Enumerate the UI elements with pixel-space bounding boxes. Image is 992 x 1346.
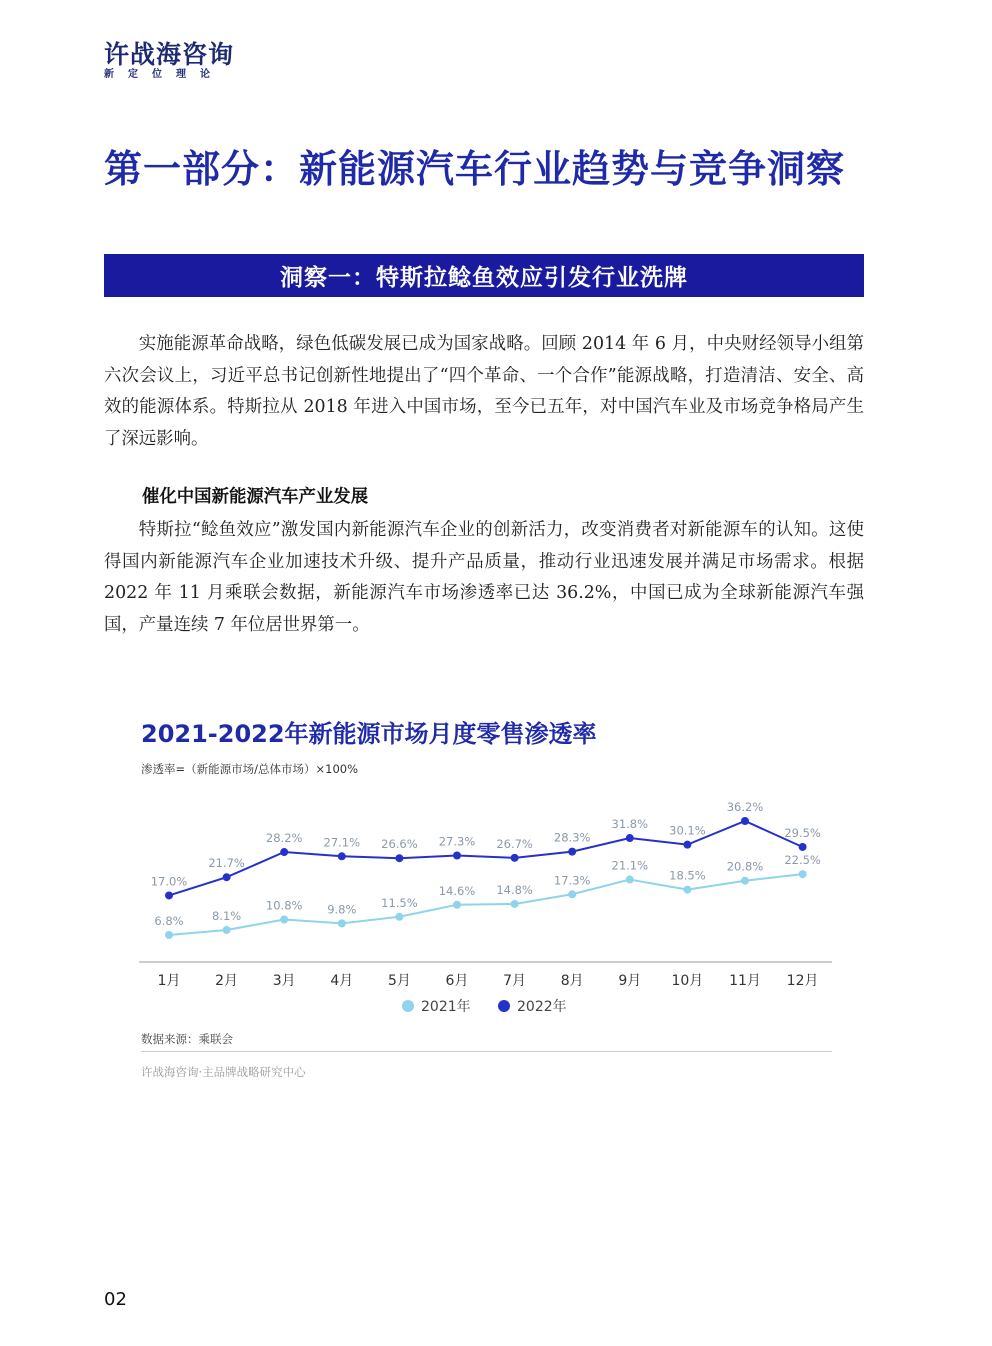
x-tick-label: 6月 [445, 973, 469, 989]
data-point [165, 891, 173, 899]
data-label: 20.8% [726, 859, 764, 874]
penetration-chart [0, 700, 992, 1100]
data-label: 14.6% [438, 883, 476, 898]
logo-sub-text: 新定位理论 [104, 69, 224, 80]
data-label: 29.5% [784, 825, 821, 840]
subheading: 催化中国新能源汽车产业发展 [142, 487, 369, 507]
data-label: 21.7% [208, 856, 245, 871]
insight-banner [104, 254, 864, 297]
divider [141, 1051, 832, 1052]
data-label: 9.8% [327, 902, 357, 917]
data-label: 26.7% [496, 836, 533, 851]
data-label: 36.2% [726, 800, 764, 814]
legend-label: 2022年 [517, 999, 567, 1015]
x-tick-label: 11月 [729, 973, 761, 989]
x-tick-label: 7月 [503, 973, 527, 989]
x-tick-label: 2月 [215, 973, 239, 989]
x-tick-label: 5月 [387, 973, 411, 989]
x-tick-label: 1月 [157, 973, 181, 989]
data-label: 26.6% [381, 837, 418, 852]
chart-footer: 许战海咨询·主品牌战略研究中心 [141, 1065, 306, 1079]
page-number: 02 [104, 1289, 127, 1310]
paragraph-catfish-effect: 特斯拉“鲶鱼效应”激发国内新能源汽车企业的创新活力，改变消费者对新能源车的认知。这使得国内新能源汽车企业加速技术升级、提升产品质量，推动行业迅速发展并满足市场需求。根据 2022 年 11 月乘联会数据，新能源汽车市场渗透率已达 36.2%，中国已成为全球新能源汽车强国，产量连续 7 年位居世界第一。 [104, 520, 864, 635]
x-tick-label: 4月 [330, 973, 354, 989]
data-point [165, 931, 173, 939]
data-label: 30.1% [669, 823, 706, 838]
chart-source: 数据来源：乘联会 [141, 1032, 233, 1046]
chart-subtitle: 渗透率=（新能源市场/总体市场）×100% [141, 762, 359, 776]
data-point [453, 901, 461, 909]
data-point [799, 843, 807, 851]
data-label: 31.8% [611, 817, 649, 832]
x-tick-label: 3月 [272, 973, 296, 989]
data-point [511, 900, 519, 908]
data-point [741, 877, 749, 885]
data-point [453, 852, 461, 860]
data-point [741, 817, 749, 825]
data-label: 27.1% [323, 835, 361, 850]
data-point [511, 854, 519, 862]
data-label: 10.8% [265, 898, 303, 913]
data-label: 22.5% [784, 853, 821, 868]
data-label: 28.2% [265, 831, 303, 846]
data-label: 14.8% [496, 882, 533, 897]
data-point [395, 913, 403, 921]
legend-marker [498, 1000, 510, 1012]
data-point [568, 890, 576, 898]
data-label: 27.3% [438, 834, 476, 849]
data-label: 17.3% [553, 873, 591, 888]
data-point [223, 873, 231, 881]
logo [104, 42, 234, 80]
data-point [338, 852, 346, 860]
section-title: 第一部分：新能源汽车行业趋势与竞争洞察 [104, 147, 846, 191]
data-label: 11.5% [381, 895, 418, 910]
paragraph-energy-strategy: 实施能源革命战略，绿色低碳发展已成为国家战略。回顾 2014 年 6 月，中央财经领导小组第六次会议上，习近平总书记创新性地提出了“四个革命、一个合作”能源战略，打造清洁、安全、高效的能源体系。特斯拉从 2018 年进入中国市场，至今已五年，对中国汽车业及市场竞争格局产生了深远影响。 [104, 334, 864, 449]
data-point [338, 919, 346, 927]
series-line-2022年 [169, 821, 803, 895]
data-point [683, 886, 691, 894]
data-point [626, 876, 634, 884]
x-tick-label: 8月 [560, 973, 584, 989]
data-label: 18.5% [669, 868, 706, 883]
legend-label: 2021年 [421, 999, 471, 1015]
data-label: 17.0% [150, 874, 188, 889]
data-label: 21.1% [611, 858, 649, 873]
data-point [683, 841, 691, 849]
x-tick-label: 10月 [671, 973, 704, 989]
x-tick-label: 12月 [786, 973, 819, 989]
data-label: 6.8% [154, 914, 184, 928]
chart-title: 2021-2022年新能源市场月度零售渗透率 [141, 720, 597, 748]
series-line-2021年 [169, 874, 803, 935]
data-point [223, 926, 231, 934]
data-point [626, 834, 634, 842]
data-point [568, 848, 576, 856]
data-point [395, 854, 403, 862]
data-point [280, 915, 288, 923]
chart-plot [0, 700, 992, 1030]
logo-main-text: 许战海咨询 [104, 40, 235, 69]
x-tick-label: 9月 [618, 973, 642, 989]
data-label: 28.3% [553, 830, 591, 845]
data-point [280, 848, 288, 856]
legend-marker [402, 1000, 414, 1012]
insight-title: 洞察一：特斯拉鲶鱼效应引发行业洗牌 [280, 265, 688, 291]
data-point [799, 870, 807, 878]
data-label: 8.1% [211, 908, 242, 923]
